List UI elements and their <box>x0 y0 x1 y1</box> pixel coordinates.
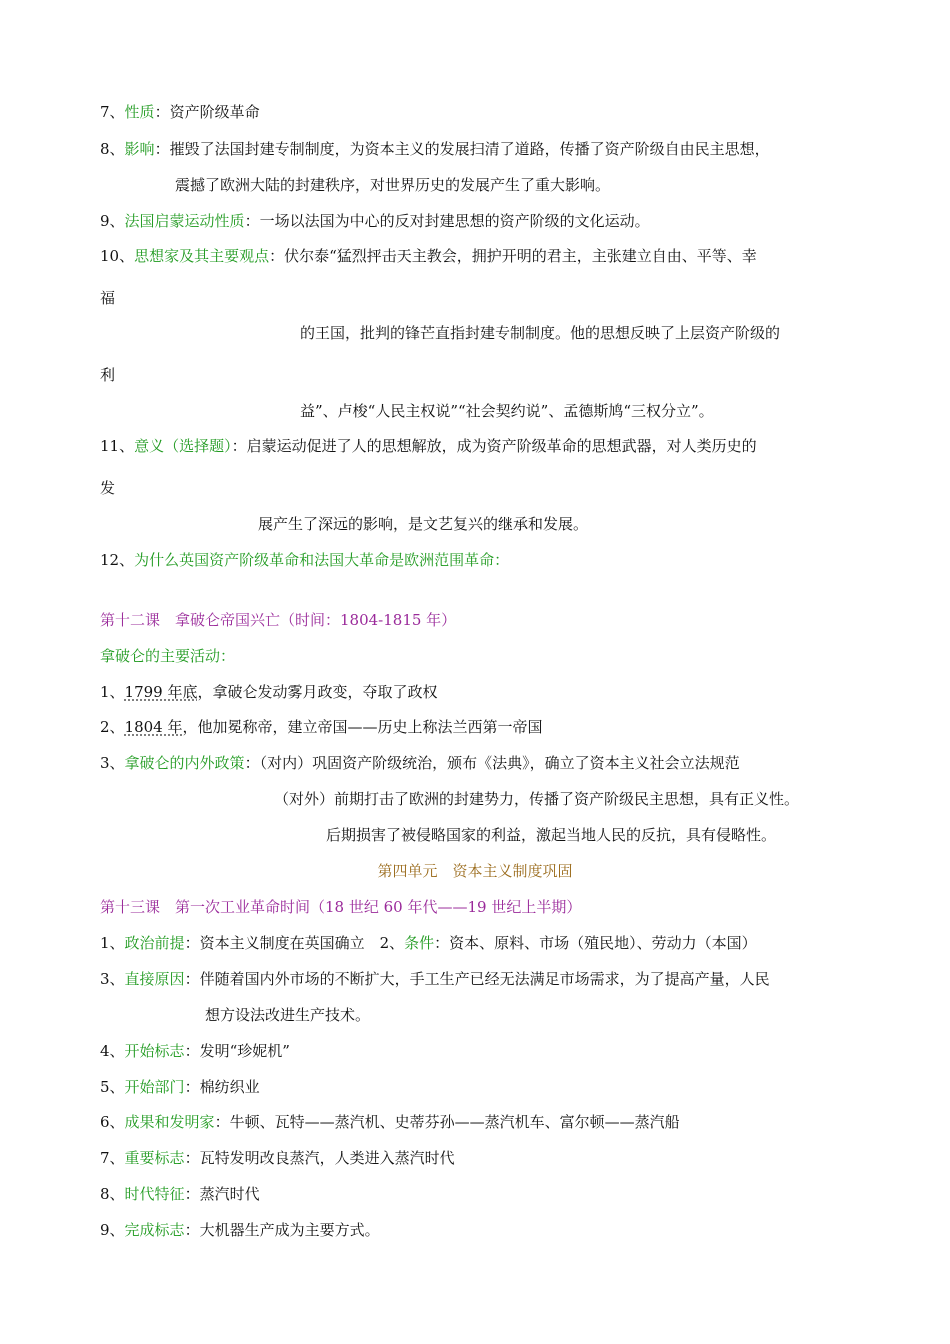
item-date: 1799 年底 <box>124 683 198 701</box>
item-text-2: ：资本、原料、市场（殖民地）、劳动力（本国） <box>434 934 757 952</box>
item-number: 11、 <box>100 437 135 455</box>
item-number: 2、 <box>100 718 125 736</box>
item-number: 1、 <box>100 683 125 701</box>
industry-item-6 <box>100 1111 680 1133</box>
item-11 <box>100 435 757 457</box>
item-text: ：资产阶级革命 <box>154 103 260 121</box>
item-number: 5、 <box>100 1078 125 1096</box>
industry-item-4 <box>100 1040 290 1062</box>
item-text: ：启蒙运动促进了人的思想解放，成为资产阶级革命的思想武器，对人类历史的 <box>231 437 757 455</box>
item-key: 性质 <box>124 103 155 121</box>
item-key: 法国启蒙运动性质 <box>124 212 245 230</box>
item-text: ，拿破仑发动雾月政变，夺取了政权 <box>197 683 438 701</box>
item-key: 政治前提 <box>124 934 185 952</box>
item-10-wrap-1: 福 <box>100 289 116 307</box>
item-10 <box>100 245 757 267</box>
item-8-continued: 震撼了欧洲大陆的封建秩序，对世界历史的发展产生了重大影响。 <box>175 176 611 194</box>
item-number: 3、 <box>100 970 125 988</box>
industry-item-7 <box>100 1147 455 1169</box>
item-key: 时代特征 <box>124 1185 185 1203</box>
napoleon-item-1 <box>100 681 438 703</box>
lesson-12-heading: 第十二课 拿破仑帝国兴亡（时间：1804-1815 年） <box>100 611 457 629</box>
item-7 <box>100 101 260 123</box>
item-text: ：牛顿、瓦特——蒸汽机、史蒂芬孙——蒸汽机车、富尔顿——蒸汽船 <box>214 1113 680 1131</box>
item-number: 7、 <box>100 1149 125 1167</box>
industry-item-9 <box>100 1219 380 1241</box>
industry-item-5 <box>100 1076 260 1098</box>
item-text: ：发明“珍妮机” <box>184 1042 290 1060</box>
item-11-continued: 展产生了深远的影响，是文艺复兴的继承和发展。 <box>258 515 589 533</box>
unit-4-heading: 第四单元 资本主义制度巩固 <box>377 862 573 880</box>
item-key: 重要标志 <box>124 1149 185 1167</box>
item-10-continued-1: 的王国，批判的锋芒直指封建专制制度。他的思想反映了上层资产阶级的 <box>300 324 781 342</box>
item-number: 12、 <box>100 551 135 569</box>
industry-item-3-continued: 想方设法改进生产技术。 <box>205 1006 371 1024</box>
item-text: ：蒸汽时代 <box>184 1185 260 1203</box>
item-10-continued-2: 益”、卢梭“人民主权说”“社会契约说”、孟德斯鸠“三权分立”。 <box>300 402 714 420</box>
item-number: 7、 <box>100 103 125 121</box>
item-text: ：伴随着国内外市场的不断扩大，手工生产已经无法满足市场需求，为了提高产量，人民 <box>184 970 770 988</box>
item-8 <box>100 138 770 160</box>
industry-item-3 <box>100 968 770 990</box>
napoleon-activities-heading: 拿破仑的主要活动： <box>100 647 236 665</box>
industry-item-1-2 <box>100 932 757 954</box>
napoleon-item-3-continued-2: 后期损害了被侵略国家的利益，激起当地人民的反抗，具有侵略性。 <box>326 826 777 844</box>
napoleon-item-3-continued-1: （对外）前期打击了欧洲的封建势力，传播了资产阶级民主思想，具有正义性。 <box>274 790 800 808</box>
item-text: ：伏尔泰“猛烈抨击天主教会，拥护开明的君主，主张建立自由、平等、幸 <box>269 247 757 265</box>
item-number: 3、 <box>100 754 125 772</box>
item-key: 影响 <box>124 140 155 158</box>
item-key: 完成标志 <box>124 1221 185 1239</box>
item-key: 开始部门 <box>124 1078 185 1096</box>
item-text: ：一场以法国为中心的反对封建思想的资产阶级的文化运动。 <box>244 212 650 230</box>
item-text: ，他加冕称帝，建立帝国——历史上称法兰西第一帝国 <box>182 718 543 736</box>
item-text: ：资本主义制度在英国确立 2、 <box>184 934 405 952</box>
item-key: 拿破仑的内外政策 <box>124 754 245 772</box>
item-text: ：（对内）巩固资产阶级统治，颁布《法典》，确立了资本主义社会立法规范 <box>244 754 740 772</box>
napoleon-item-2 <box>100 716 543 738</box>
item-date: 1804 年 <box>124 718 183 736</box>
item-key: 意义（选择题） <box>134 437 232 455</box>
item-number: 4、 <box>100 1042 125 1060</box>
item-text: ：摧毁了法国封建专制制度，为资本主义的发展扫清了道路，传播了资产阶级自由民主思想， <box>154 140 770 158</box>
item-key: 直接原因 <box>124 970 185 988</box>
item-key-2: 条件 <box>404 934 435 952</box>
item-text: ：棉纺织业 <box>184 1078 260 1096</box>
item-key: 成果和发明家 <box>124 1113 215 1131</box>
lesson-13-heading: 第十三课 第一次工业革命时间（18 世纪 60 年代——19 世纪上半期） <box>100 898 582 916</box>
item-key: 开始标志 <box>124 1042 185 1060</box>
industry-item-8 <box>100 1183 260 1205</box>
item-number: 9、 <box>100 1221 125 1239</box>
item-number: 9、 <box>100 212 125 230</box>
item-text: ：瓦特发明改良蒸汽，人类进入蒸汽时代 <box>184 1149 455 1167</box>
item-10-wrap-2: 利 <box>100 366 116 384</box>
item-9 <box>100 210 650 232</box>
item-number: 8、 <box>100 140 125 158</box>
item-number: 10、 <box>100 247 135 265</box>
item-number: 6、 <box>100 1113 125 1131</box>
item-text: ：大机器生产成为主要方式。 <box>184 1221 380 1239</box>
item-number: 1、 <box>100 934 125 952</box>
napoleon-item-3 <box>100 752 740 774</box>
item-key: 为什么英国资产阶级革命和法国大革命是欧洲范围革命： <box>134 551 510 569</box>
item-12 <box>100 549 509 571</box>
item-number: 8、 <box>100 1185 125 1203</box>
item-11-wrap: 发 <box>100 479 116 497</box>
item-key: 思想家及其主要观点 <box>134 247 270 265</box>
